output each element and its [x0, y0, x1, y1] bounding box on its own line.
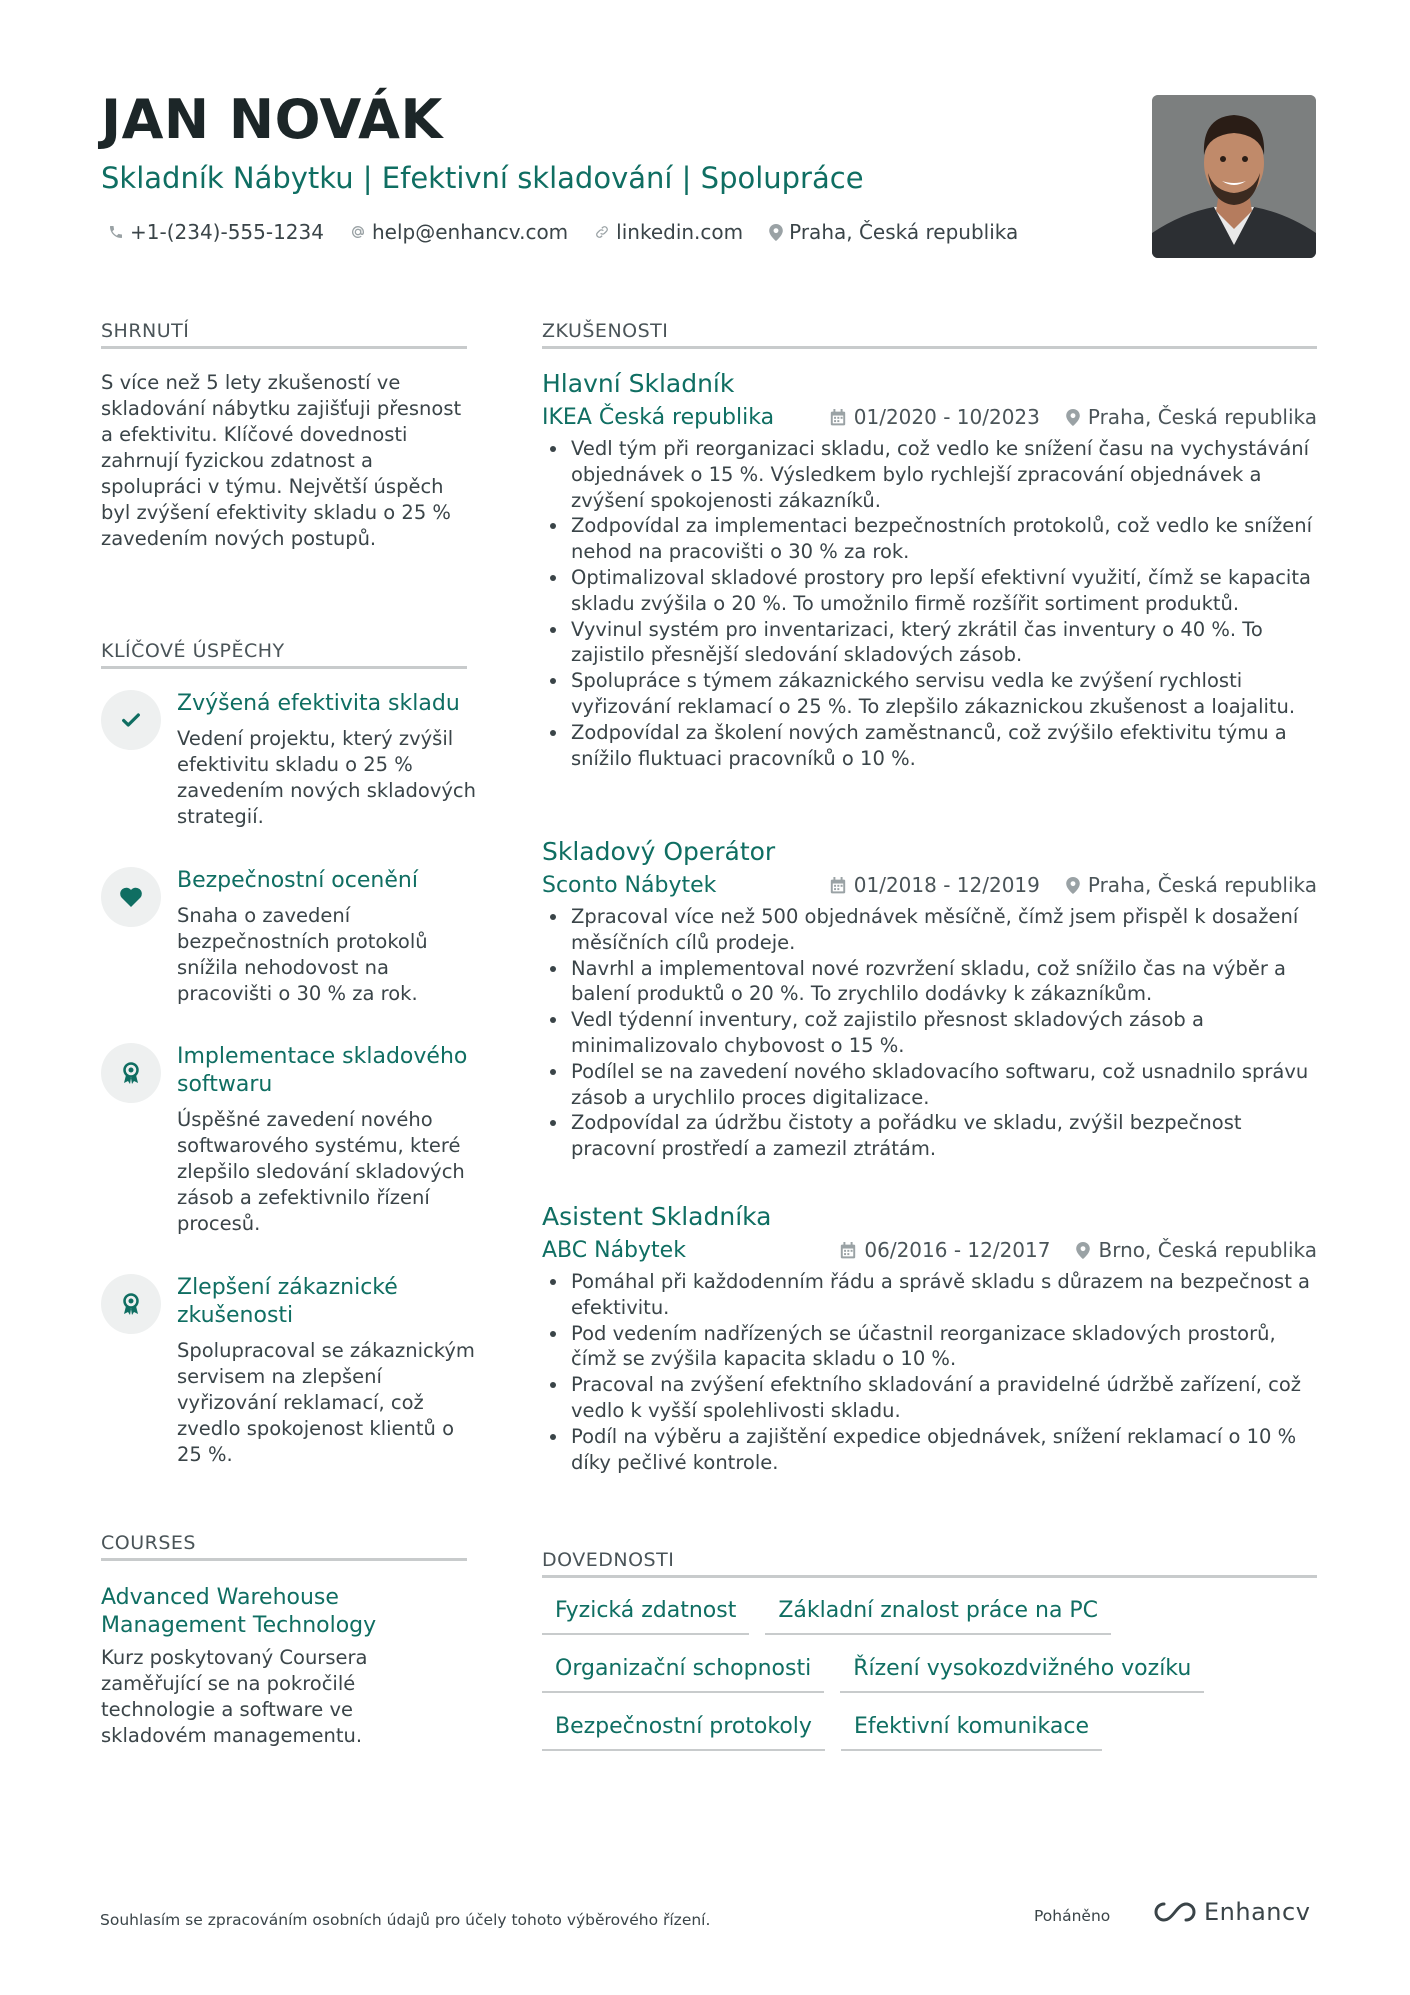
award-icon: [120, 1061, 142, 1085]
job-entry: [542, 836, 1317, 1162]
location-icon: [1066, 409, 1080, 426]
award-icon: [120, 1292, 142, 1316]
profile-photo: [1152, 95, 1316, 258]
job-bullet: Pod vedením nadřízených se účastnil reorganizace skladových prostorů, čímž se zvýšila kapacita skladu o 10 %.: [542, 1321, 1317, 1373]
calendar-icon: [830, 877, 846, 894]
job-entry: [542, 368, 1317, 771]
achievement-title: Zlepšení zákaznické zkušenosti: [177, 1275, 398, 1328]
job-meta-row: [542, 1233, 1317, 1267]
job-meta-row: [542, 868, 1317, 902]
job-meta-row: [542, 400, 1317, 434]
achievement-desc: Úspěšné zavedení nového softwarového systému, které zlepšilo sledování skladových zásob a zefektivnilo řízení procesů.: [177, 1108, 465, 1235]
job-title: Skladový Operátor: [542, 837, 776, 866]
achievement-desc: Vedení projektu, který zvýšil efektivitu skladu o 25 % zavedením nových skladových strategií.: [177, 727, 477, 828]
calendar-icon: [840, 1242, 856, 1259]
job-bullets: [542, 904, 1317, 1162]
job-bullet: Zodpovídal za školení nových zaměstnanců, což zvýšilo efektivitu týmu a snížilo fluktuaci pracovníků o 10 %.: [542, 720, 1317, 772]
job-dates: 01/2020 - 10/2023: [853, 405, 1040, 429]
job-title: Asistent Skladníka: [542, 1202, 772, 1231]
consent-text: Souhlasím se zpracováním osobních údajů pro účely tohoto výběrového řízení.: [100, 1911, 711, 1929]
check-icon: [120, 709, 142, 731]
job-bullets: [542, 436, 1317, 771]
summary-text: S více než 5 lety zkušeností ve skladování nábytku zajišťuji přesnost a efektivitu. Klíčové dovednosti zahrnují fyzickou zdatnost a spolupráci v týmu. Největší úspěch byl zvýšení efektivity skladu o 25 % zavedením nových postupů.: [101, 371, 462, 550]
achievement-icon-badge: [101, 867, 161, 927]
achievement-desc: Snaha o zavedení bezpečnostních protokolů snížila nehodovost na pracovišti o 30 % za rok.: [177, 904, 428, 1005]
job-bullet: Zodpovídal za implementaci bezpečnostních protokolů, což vedlo ke snížení nehod na pracovišti o 30 % za rok.: [542, 513, 1317, 565]
achievement-icon-badge: [101, 1043, 161, 1103]
location-icon: [1076, 1242, 1090, 1259]
skill-row: [542, 1706, 1317, 1751]
job-location: Brno, Česká republika: [1098, 1238, 1317, 1262]
achievement-title: Implementace skladového softwaru: [177, 1044, 468, 1097]
contact-email-text: help@enhancv.com: [371, 220, 569, 244]
job-meta: [830, 400, 1317, 434]
job-bullet: Vedl tým při reorganizaci skladu, což vedlo ke snížení času na vychystávání objednávek o 15 %. Výsledkem bylo rychlejší zpracování objednávek a zvýšení spokojenosti zákazníků.: [542, 436, 1317, 513]
location-icon: [769, 224, 783, 241]
job-dates: 06/2016 - 12/2017: [864, 1238, 1051, 1262]
skill-tag: Efektivní komunikace: [841, 1706, 1102, 1751]
achievements-heading: KLÍČOVÉ ÚSPĚCHY: [101, 640, 467, 669]
job-bullet: Pomáhal při každodenním řádu a správě skladu s důrazem na bezpečnost a efektivitu.: [542, 1269, 1317, 1321]
contact-bar: [108, 220, 1044, 244]
job-meta: [840, 1233, 1317, 1267]
job-bullet: Navrhl a implementoval nové rozvržení skladu, což snížilo čas na výběr a balení produktů o 20 %. To zrychlilo dodávky k zákazníkům.: [542, 956, 1317, 1008]
skill-row: [542, 1590, 1317, 1635]
summary-heading: SHRNUTÍ: [101, 320, 467, 349]
phone-icon: [108, 224, 124, 240]
contact-email[interactable]: [350, 220, 568, 244]
job-location: Praha, Česká republika: [1087, 873, 1317, 897]
job-bullet: Zpracoval více než 500 objednávek měsíčně, čímž jsem přispěl k dosažení měsíčních cílů prodeje.: [542, 904, 1317, 956]
contact-location-text: Praha, Česká republika: [789, 220, 1019, 244]
course-desc: Kurz poskytovaný Coursera zaměřující se na pokročilé technologie a software ve skladovém managementu.: [101, 1646, 368, 1747]
job-bullet: Optimalizoval skladové prostory pro lepší efektivní využití, čímž se kapacita skladu zvýšila o 20 %. To umožnilo firmě rozšířit sortiment produktů.: [542, 565, 1317, 617]
skill-tag: Fyzická zdatnost: [542, 1590, 749, 1635]
candidate-name: JAN NOVÁK: [101, 88, 443, 151]
courses-heading: COURSES: [101, 1532, 467, 1561]
powered-by-label: Poháněno: [1034, 1907, 1111, 1925]
job-location: Praha, Česká republika: [1087, 405, 1317, 429]
job-company: IKEA Česká republika: [542, 404, 775, 430]
job-bullet: Zodpovídal za údržbu čistoty a pořádku ve skladu, zvýšil bezpečnost pracovní prostředí a zamezil ztrátám.: [542, 1110, 1317, 1162]
enhancv-logo-text: Enhancv: [1204, 1898, 1311, 1926]
course-title: Advanced Warehouse Management Technology: [101, 1585, 377, 1638]
skill-tag: Organizační schopnosti: [542, 1648, 824, 1693]
job-bullet: Vyvinul systém pro inventarizaci, který zkrátil čas inventury o 40 %. To zajistilo přesnější sledování skladových zásob.: [542, 617, 1317, 669]
experience-heading: ZKUŠENOSTI: [542, 320, 1317, 349]
contact-phone: [108, 220, 324, 244]
heart-icon: [119, 886, 143, 908]
job-bullet: Pracoval na zvýšení efektního skladování a pravidelné údržbě zařízení, což vedlo k vyšší spolehlivosti skladu.: [542, 1372, 1317, 1424]
skills-heading: DOVEDNOSTI: [542, 1549, 1317, 1578]
job-company: Sconto Nábytek: [542, 872, 717, 898]
contact-phone-text: +1-(234)-555-1234: [130, 220, 324, 244]
achievement-title: Zvýšená efektivita skladu: [177, 691, 460, 716]
link-icon: [594, 224, 610, 240]
achievement-icon-badge: [101, 1274, 161, 1334]
job-bullet: Spolupráce s týmem zákaznického servisu vedla ke zvýšení rychlosti vyřizování reklamací o 25 %. To zlepšilo zákaznickou zkušenost a loajalitu.: [542, 668, 1317, 720]
job-bullet: Podílel se na zavedení nového skladovacího softwaru, což usnadnilo správu zásob a urychlilo proces digitalizace.: [542, 1059, 1317, 1111]
skills-list: [542, 1590, 1317, 1764]
job-bullets: [542, 1269, 1317, 1475]
job-meta: [830, 868, 1317, 902]
calendar-icon: [830, 409, 846, 426]
enhancv-logo-icon: [1152, 1900, 1198, 1924]
job-entry: [542, 1201, 1317, 1475]
location-icon: [1066, 877, 1080, 894]
job-title: Hlavní Skladník: [542, 369, 735, 398]
achievement-title: Bezpečnostní ocenění: [177, 868, 418, 893]
skill-tag: Bezpečnostní protokoly: [542, 1706, 825, 1751]
candidate-title: Skladník Nábytku | Efektivní skladování | Spolupráce: [101, 161, 864, 195]
achievement-desc: Spolupracoval se zákaznickým servisem na zlepšení vyřizování reklamací, což zvedlo spokojenost klientů o 25 %.: [177, 1339, 475, 1466]
skill-row: [542, 1648, 1317, 1693]
skill-tag: Základní znalost práce na PC: [765, 1590, 1111, 1635]
job-bullet: Vedl týdenní inventury, což zajistilo přesnost skladových zásob a minimalizovalo chybovost o 15 %.: [542, 1007, 1317, 1059]
achievement-icon-badge: [101, 690, 161, 750]
at-icon: [350, 224, 366, 240]
skill-tag: Řízení vysokozdvižného vozíku: [840, 1648, 1204, 1693]
job-bullet: Podíl na výběru a zajištění expedice objednávek, snížení reklamací o 10 % díky pečlivé kontrole.: [542, 1424, 1317, 1476]
job-dates: 01/2018 - 12/2019: [853, 873, 1040, 897]
job-company: ABC Nábytek: [542, 1237, 686, 1263]
contact-linkedin-text: linkedin.com: [616, 220, 744, 244]
contact-location: [769, 220, 1018, 244]
contact-linkedin[interactable]: [594, 220, 743, 244]
enhancv-logo[interactable]: [1152, 1898, 1310, 1926]
